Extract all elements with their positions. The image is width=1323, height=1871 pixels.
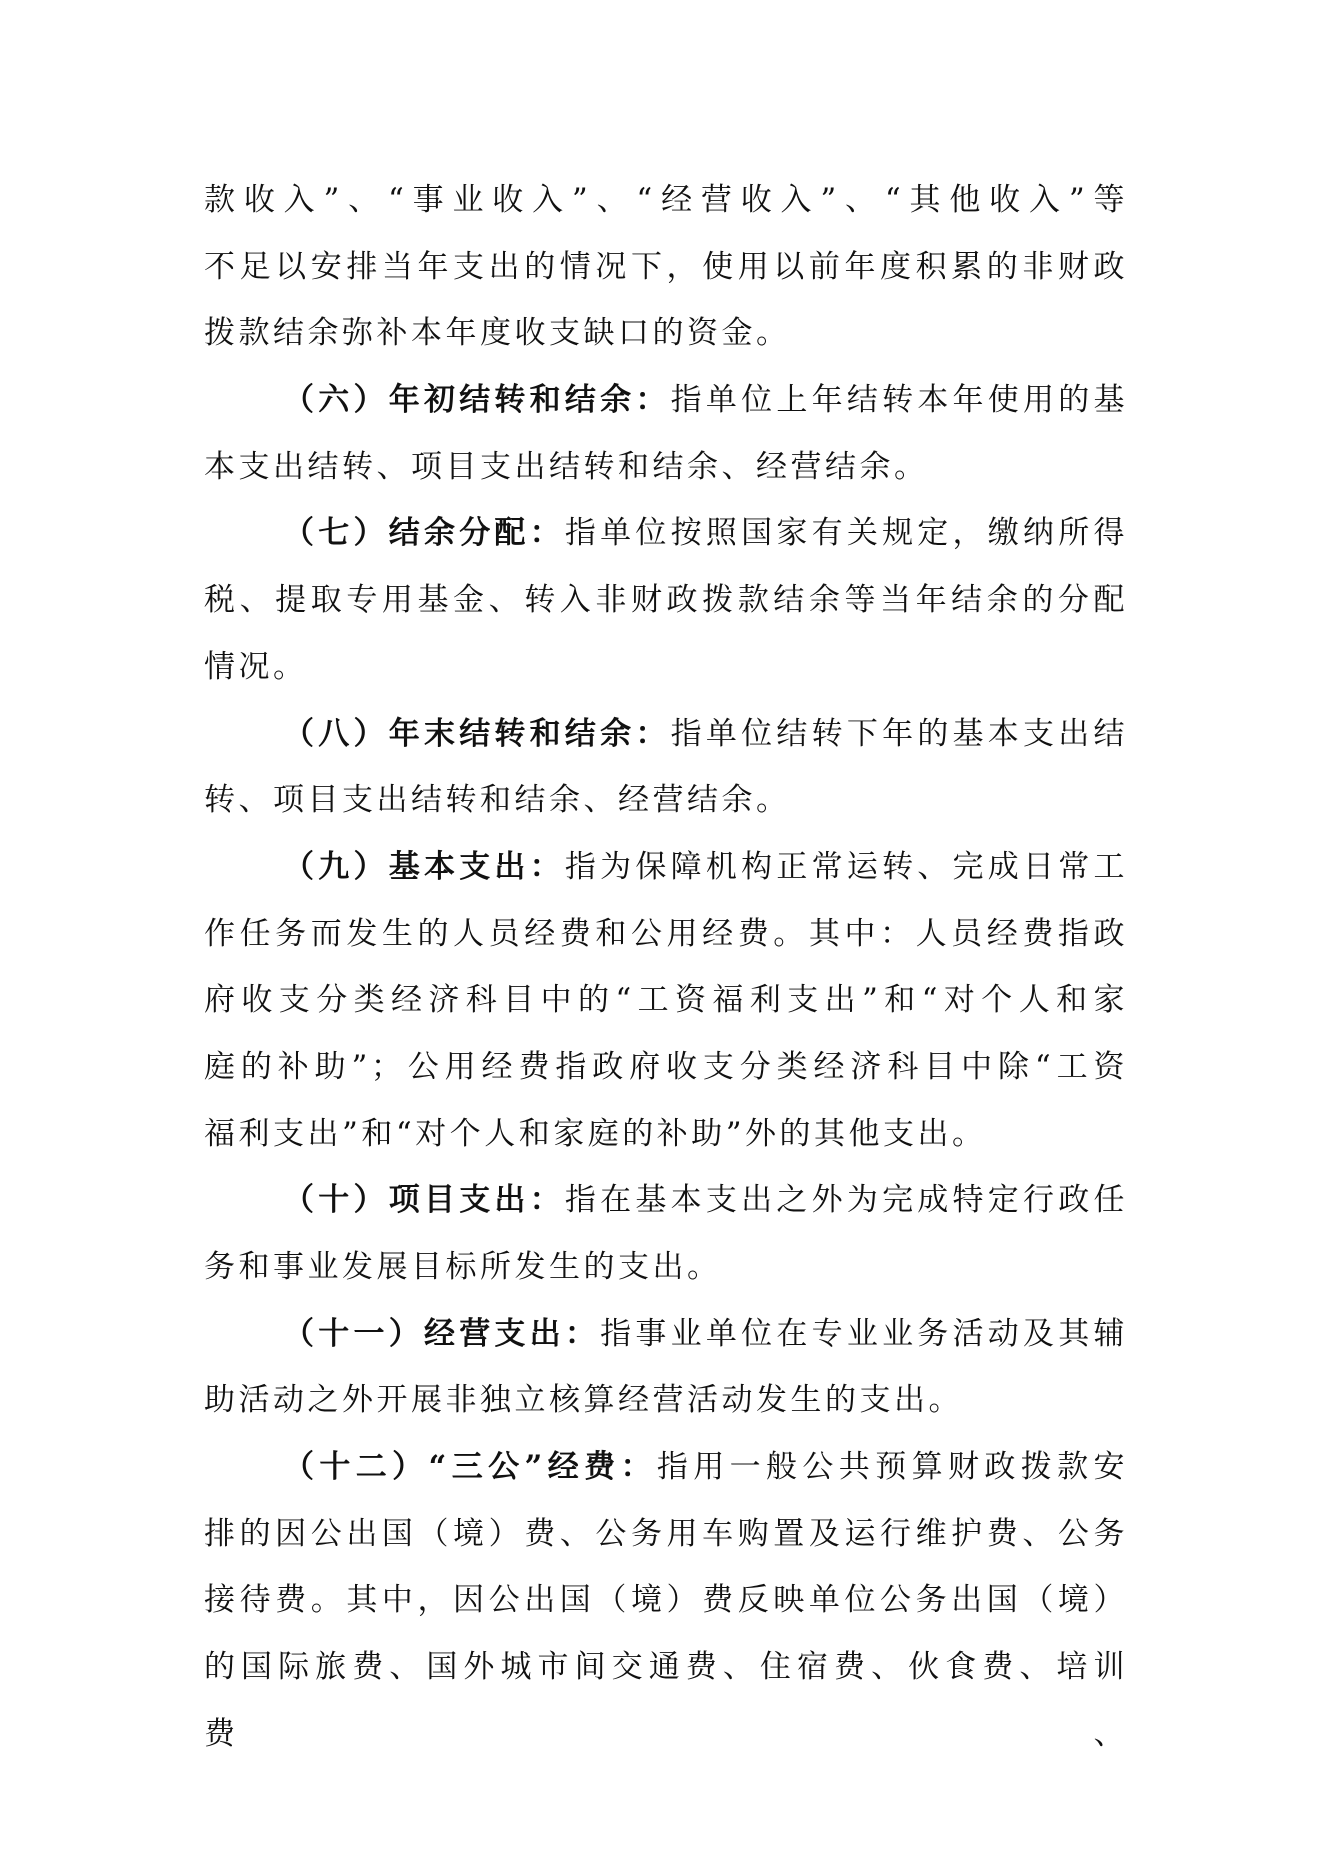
section-heading: （十一）经营支出： bbox=[283, 1315, 601, 1352]
section-heading: （十二）“三公”经费： bbox=[283, 1449, 657, 1486]
section-heading: （九）基本支出： bbox=[283, 848, 565, 885]
text-line bbox=[204, 234, 1128, 301]
text-line bbox=[204, 1501, 1128, 1568]
text-line bbox=[204, 1234, 1128, 1301]
text-line bbox=[204, 767, 1128, 834]
text-line bbox=[204, 901, 1128, 968]
section-heading-line bbox=[204, 1167, 1128, 1234]
line-text: 作任务而发生的人员经费和公用经费。其中：人员经费指政 bbox=[204, 915, 1128, 952]
section-heading-line bbox=[204, 701, 1128, 768]
line-text: 指单位上年结转本年使用的基 bbox=[670, 382, 1129, 419]
line-text: 指在基本支出之外为完成特定行政任 bbox=[564, 1182, 1129, 1219]
line-text: 庭的补助”；公用经费指政府收支分类经济科目中除“工资 bbox=[204, 1048, 1128, 1085]
line-text: 指为保障机构正常运转、完成日常工 bbox=[564, 848, 1129, 885]
text-line bbox=[204, 434, 1128, 501]
line-text: 助活动之外开展非独立核算经营活动发生的支出。 bbox=[204, 1382, 963, 1419]
text-line bbox=[204, 1634, 1128, 1752]
section-heading: （八）年末结转和结余： bbox=[283, 715, 671, 752]
line-text: 福利支出”和“对个人和家庭的补助”外的其他支出。 bbox=[204, 1115, 987, 1152]
line-text: 府收支分类经济科目中的“工资福利支出”和“对个人和家 bbox=[204, 982, 1128, 1019]
section-heading: （六）年初结转和结余： bbox=[283, 382, 671, 419]
line-text: 本支出结转、项目支出结转和结余、经营结余。 bbox=[204, 448, 929, 485]
line-text: 指单位按照国家有关规定，缴纳所得 bbox=[564, 515, 1129, 552]
line-text: 情况。 bbox=[204, 648, 308, 685]
text-line bbox=[204, 1034, 1128, 1101]
line-text: 款收入”、“事业收入”、“经营收入”、“其他收入”等 bbox=[204, 182, 1128, 218]
line-text: 指事业单位在专业业务活动及其辅 bbox=[600, 1315, 1129, 1352]
section-heading-line bbox=[204, 500, 1128, 567]
text-line bbox=[204, 300, 1128, 367]
line-text: 转、项目支出结转和结余、经营结余。 bbox=[204, 782, 791, 819]
line-text: 排的因公出国（境）费、公务用车购置及运行维护费、公务 bbox=[204, 1515, 1128, 1552]
section-heading-line bbox=[204, 367, 1128, 434]
line-text: 的国际旅费、国外城市间交通费、住宿费、伙食费、培训费、 bbox=[204, 1649, 1128, 1752]
line-text: 指用一般公共预算财政拨款安 bbox=[656, 1449, 1128, 1486]
text-line bbox=[204, 634, 1128, 701]
text-line bbox=[204, 1567, 1128, 1634]
text-line bbox=[204, 1101, 1128, 1168]
line-text: 务和事业发展目标所发生的支出。 bbox=[204, 1249, 722, 1285]
line-text: 拨款结余弥补本年度收支缺口的资金。 bbox=[204, 315, 791, 352]
line-text: 指单位结转下年的基本支出结 bbox=[670, 715, 1129, 752]
section-heading-line bbox=[204, 1434, 1128, 1501]
section-heading: （十）项目支出： bbox=[283, 1182, 565, 1219]
line-text: 不足以安排当年支出的情况下，使用以前年度积累的非财政 bbox=[204, 248, 1128, 285]
section-heading-line bbox=[204, 834, 1128, 901]
text-line bbox=[204, 967, 1128, 1034]
text-line bbox=[204, 567, 1128, 634]
section-heading: （七）结余分配： bbox=[283, 515, 565, 552]
document-page bbox=[204, 167, 1129, 1752]
line-text: 接待费。其中，因公出国（境）费反映单位公务出国（境） bbox=[204, 1582, 1128, 1619]
section-heading-line bbox=[204, 1301, 1128, 1368]
line-text: 税、提取专用基金、转入非财政拨款结余等当年结余的分配 bbox=[204, 582, 1128, 619]
text-line bbox=[204, 1367, 1128, 1434]
text-line bbox=[204, 167, 1128, 234]
